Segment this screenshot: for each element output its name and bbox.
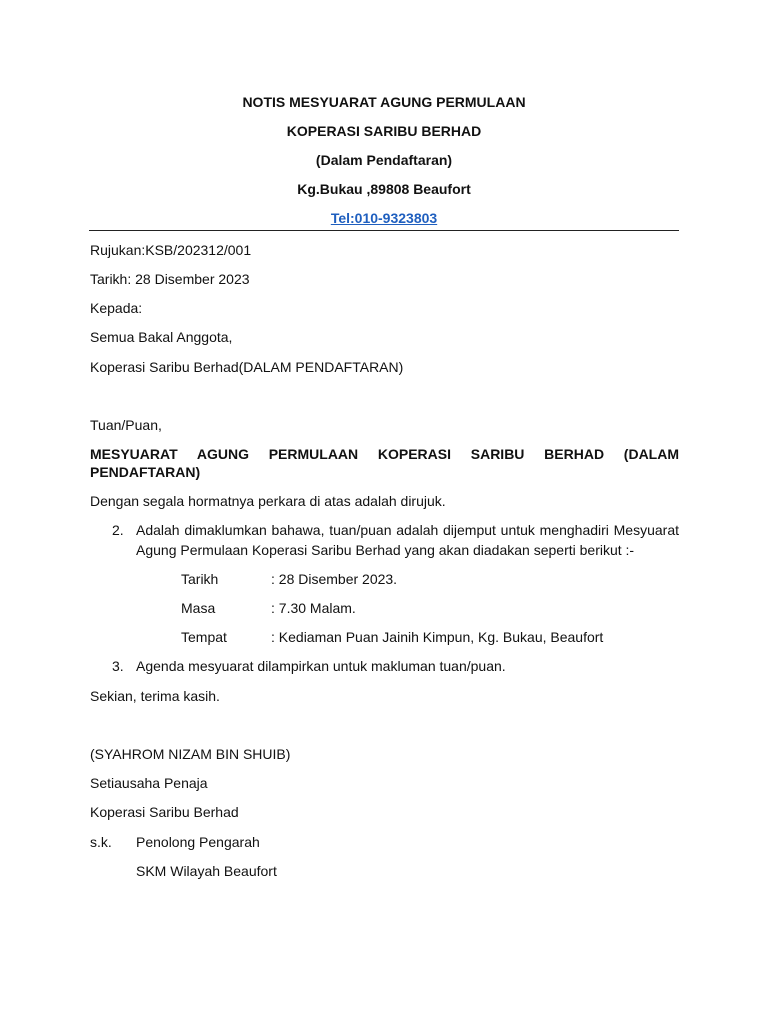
opening-sentence: Dengan segala hormatnya perkara di atas adalah dirujuk.: [90, 493, 446, 509]
item-2-line-2: Agung Permulaan Koperasi Saribu Berhad yang akan diadakan seperti berikut :-: [136, 542, 635, 558]
signatory-organization: Koperasi Saribu Berhad: [90, 804, 239, 820]
detail-label-date: Tarikh: [181, 571, 219, 587]
item-2-number: 2.: [112, 522, 124, 538]
organization-name: KOPERASI SARIBU BERHAD: [286, 123, 482, 139]
detail-value-venue: : Kediaman Puan Jainih Kimpun, Kg. Bukau, Beaufort: [271, 629, 604, 645]
organization-address: Kg.Bukau ,89808 Beaufort: [297, 181, 471, 197]
header-divider: [89, 230, 679, 231]
detail-label-time: Masa: [181, 600, 216, 616]
detail-value-time: : 7.30 Malam.: [271, 600, 356, 616]
subject-line-2: PENDAFTARAN): [90, 464, 201, 480]
cc-line-2: SKM Wilayah Beaufort: [136, 863, 277, 879]
letter-date: Tarikh: 28 Disember 2023: [90, 271, 250, 287]
reference-number: Rujukan:KSB/202312/001: [90, 242, 252, 258]
to-label: Kepada:: [90, 300, 143, 316]
subject-line-1: MESYUARAT AGUNG PERMULAAN KOPERASI SARIBU BERHAD (DALAM: [90, 446, 679, 462]
salutation: Tuan/Puan,: [90, 417, 162, 433]
signatory-position: Setiausaha Penaja: [90, 775, 208, 791]
item-3-text: Agenda mesyuarat dilampirkan untuk makluman tuan/puan.: [136, 658, 506, 674]
closing: Sekian, terima kasih.: [90, 688, 220, 704]
item-3-number: 3.: [112, 658, 124, 674]
signatory-name: (SYAHROM NIZAM BIN SHUIB): [90, 746, 291, 762]
item-2-line-1: Adalah dimaklumkan bahawa, tuan/puan adalah dijemput untuk menghadiri Mesyuarat: [136, 522, 679, 538]
detail-label-venue: Tempat: [181, 629, 227, 645]
notice-title: NOTIS MESYUARAT AGUNG PERMULAAN: [242, 94, 526, 110]
recipient-line-2: Koperasi Saribu Berhad(DALAM PENDAFTARAN): [90, 359, 404, 375]
recipient-line-1: Semua Bakal Anggota,: [90, 329, 233, 345]
cc-label: s.k.: [90, 834, 112, 850]
phone-link[interactable]: Tel:010-9323803: [330, 210, 438, 226]
detail-value-date: : 28 Disember 2023.: [271, 571, 398, 587]
registration-status: (Dalam Pendaftaran): [315, 152, 453, 168]
cc-line-1: Penolong Pengarah: [136, 834, 260, 850]
